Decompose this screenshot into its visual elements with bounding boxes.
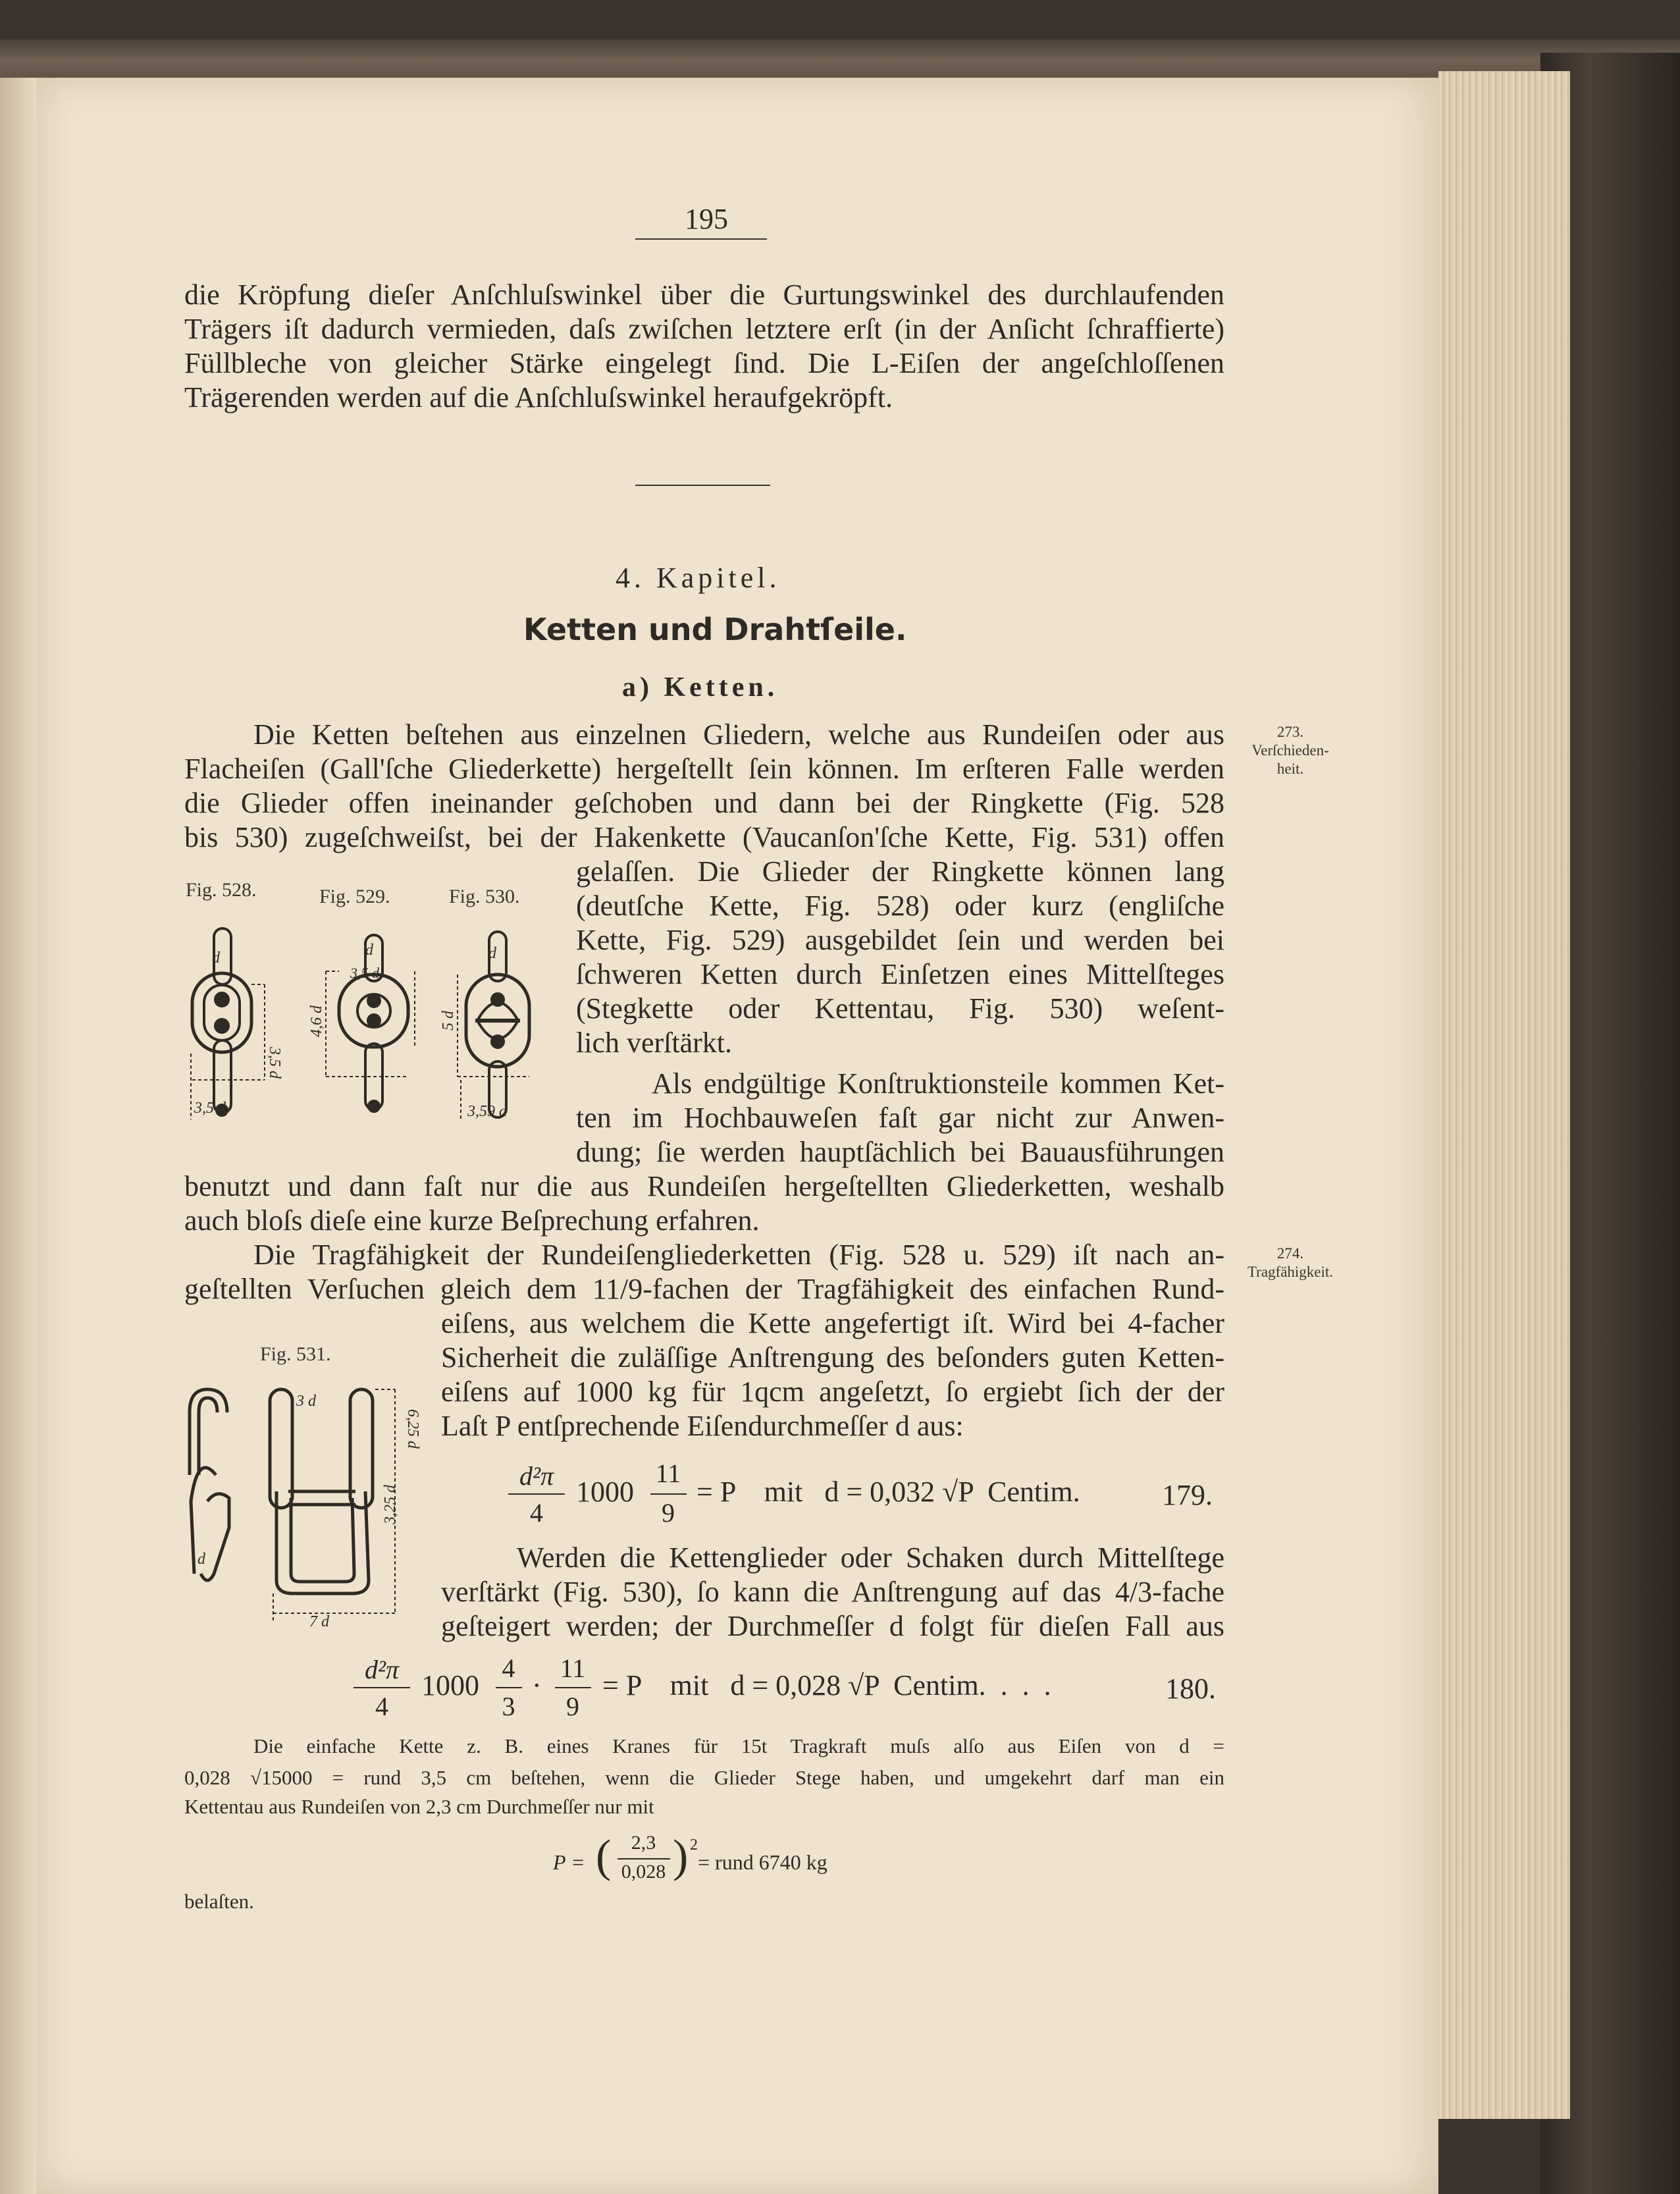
formula-numerator: d²π (364, 1655, 400, 1684)
margin-note-number: 273. (1276, 724, 1304, 740)
left-page-edge (0, 78, 36, 2194)
equation-number: 179. (1162, 1479, 1213, 1511)
fig-529-label: Fig. 529. (319, 886, 390, 907)
body-line: ten im Hochbauweſen faſt gar nicht zur Anwen- (576, 1102, 1224, 1134)
body-line: Als endgültige Konſtruktionsteile kommen Ket- (652, 1067, 1224, 1100)
body-line: auch bloſs dieſe eine kurze Beſprechung erfahren. (184, 1204, 760, 1237)
intro-line: Füllbleche von gleicher Stärke eingelegt ſind. Die L-Eiſen der angeſchloſſenen (184, 347, 1224, 379)
formula-fraction-bar (508, 1493, 565, 1495)
link-section (215, 993, 228, 1006)
intro-line: die Kröpfung dieſer Anſchluſswinkel über die Gurtungswinkel des durchlaufenden (184, 279, 1224, 311)
chain-link-bottom-inner (291, 1498, 354, 1582)
chain-link-middle (339, 975, 408, 1047)
equation-number: 180. (1165, 1672, 1216, 1705)
body-line: Werden die Kettenglieder oder Schaken durch Mittelſtege (517, 1541, 1224, 1574)
fig-529-dim-width: 3,5 d (350, 965, 379, 981)
fig-530-dim-width: 3,59 d (467, 1103, 507, 1120)
formula-numerator: 4 (502, 1653, 515, 1683)
link-section (368, 1015, 380, 1027)
margin-note-number: 274. (1276, 1245, 1304, 1262)
paren-left: ( (596, 1831, 612, 1882)
formula-fraction-bar (496, 1687, 522, 1688)
paren-right: ) (673, 1831, 689, 1882)
formula-denominator: 3 (502, 1692, 515, 1721)
body-line: eiſens auf 1000 kg für 1qcm angeſetzt, ſo ergiebt ſich der der (441, 1376, 1224, 1408)
formula-factor: 1000 (576, 1476, 634, 1508)
formula-numerator: 11 (655, 1458, 681, 1488)
body-line: die Glieder offen ineinander geſchoben und dann bei der Ringkette (Fig. 528 (184, 787, 1224, 819)
chain-figure-531 (178, 1376, 428, 1640)
chain-figures-528-530 (178, 922, 546, 1139)
margin-note-text: Tragfähigkeit. (1247, 1264, 1334, 1280)
fig-530-dim-height: 5 d (440, 1011, 457, 1030)
body-line: Kette, Fig. 529) ausgebildet ſein und werden bei (576, 924, 1224, 956)
fig-528-dim-width: 3,5 d (194, 1100, 226, 1117)
page-number: 195 (685, 203, 728, 235)
margin-note-274 (1231, 1244, 1350, 1281)
link-section (368, 995, 380, 1007)
small-formula-exponent: 2 (690, 1836, 698, 1854)
page-number-rule (635, 238, 767, 240)
small-formula-bar (617, 1858, 670, 1860)
body-line: verſtärkt (Fig. 530), ſo kann die Anſtrengung auf das 4/3-fache (441, 1576, 1224, 1608)
link-section (215, 1019, 228, 1032)
small-print-line: Kettentau aus Rundeiſen von 2,3 cm Durchmeſſer nur mit (184, 1795, 654, 1818)
fig-528-dim-height: 3,5 d (266, 1047, 283, 1079)
formula-fraction-bar (354, 1687, 410, 1688)
small-formula-rhs: = rund 6740 kg (698, 1850, 827, 1874)
formula-denominator: 4 (530, 1498, 543, 1528)
formula-factor: 1000 (421, 1669, 479, 1701)
small-formula-numerator: 2,3 (631, 1832, 656, 1854)
fig-531-dim-upper: 6,25 d (404, 1409, 421, 1449)
chapter-title: Ketten und Drahtſeile. (523, 612, 907, 647)
chapter-number: 4. Kapitel. (616, 562, 781, 594)
body-line: Die Tragfähigkeit der Rundeiſengliederketten (Fig. 528 u. 529) iſt nach an- (253, 1239, 1224, 1271)
fig-529-drawing (326, 935, 415, 1111)
fig-530-label: Fig. 530. (449, 886, 520, 907)
formula-rhs: = P mit d = 0,028 √P Centim. . . . (602, 1669, 1051, 1701)
body-line: dung; ſie werden hauptſächlich bei Bauausführungen (576, 1136, 1224, 1168)
body-line: benutzt und dann faſt nur die aus Rundeiſen hergeſtellten Gliederketten, weshalb (184, 1170, 1224, 1202)
link-section (369, 1101, 379, 1111)
body-line: gelaſſen. Die Glieder der Ringkette können lang (576, 855, 1224, 888)
fig-531-dim-top: 3 d (296, 1393, 316, 1410)
hook-link-top-inner (199, 1398, 217, 1475)
small-formula-denominator: 0,028 (621, 1861, 666, 1883)
fig-528-label: Fig. 528. (186, 879, 257, 901)
formula-numerator: d²π (519, 1461, 554, 1491)
body-line: Sicherheit die zuläſſige Anſtrengung des beſonders guten Ketten- (441, 1341, 1224, 1374)
fig-531-drawing (190, 1389, 395, 1623)
body-line: lich verſtärkt. (576, 1027, 733, 1059)
fig-528-dim-d: d (212, 950, 220, 967)
fig-531-label: Fig. 531. (260, 1343, 331, 1365)
small-print-last: belaſten. (184, 1890, 254, 1913)
page-stack-edges (1438, 71, 1570, 2119)
fig-531-dim-d: d (197, 1551, 205, 1568)
link-section (492, 1036, 504, 1048)
formula-fraction-bar (650, 1493, 687, 1495)
section-divider (635, 485, 770, 486)
small-formula-lhs: P = (553, 1850, 585, 1874)
formula-denominator: 9 (662, 1498, 675, 1528)
body-line: ſchweren Ketten durch Einſetzen eines Mittelſteges (576, 958, 1224, 990)
fig-530-dim-d: d (488, 945, 496, 962)
margin-note-text: Verſchieden- (1251, 742, 1329, 759)
formula-rhs: = P mit d = 0,032 √P Centim. (696, 1476, 1080, 1508)
section-title: a) Ketten. (622, 672, 779, 703)
link-section (492, 994, 504, 1005)
formula-numerator: 11 (560, 1653, 586, 1683)
body-line: eiſens, aus welchem die Kette angefertigt iſt. Wird bei 4-facher (441, 1307, 1224, 1339)
intro-line: Trägers iſt dadurch vermieden, daſs zwiſchen letztere erſt (in der Anſicht ſchraffierte) (184, 313, 1224, 345)
body-line: Flacheiſen (Gall'ſche Gliederkette) hergeſtellt ſein können. Im erſteren Falle werden (184, 753, 1224, 785)
fig-528-drawing (191, 928, 265, 1119)
body-line: Die Ketten beſtehen aus einzelnen Gliedern, welche aus Rundeiſen oder aus (253, 718, 1224, 751)
small-print-line: 0,028 √15000 = rund 3,5 cm beſtehen, wenn die Glieder Stege haben, und umgekehrt darf man ein (184, 1766, 1224, 1789)
formula-denominator: 9 (566, 1692, 579, 1721)
margin-note-text: heit. (1276, 761, 1304, 777)
fig-531-dim-lower: 3,25 d (382, 1485, 399, 1524)
margin-note-273 (1238, 723, 1343, 778)
hook-link-top (190, 1389, 227, 1475)
fig-531-dim-width: 7 d (309, 1613, 329, 1630)
body-line: bis 530) zugeſchweiſst, bei der Hakenkette (Vaucanſon'ſche Kette, Fig. 531) offen (184, 821, 1224, 853)
body-line: geſtellten Verſuchen gleich dem 11/9-fachen der Tragfähigkeit des einfachen Rund- (184, 1273, 1224, 1305)
body-line: (deutſche Kette, Fig. 528) oder kurz (engliſche (576, 890, 1224, 922)
small-print-line: Die einfache Kette z. B. eines Kranes für 15t Tragkraft muſs alſo aus Eiſen von d = (253, 1734, 1224, 1757)
body-line: geſteigert werden; der Durchmeſſer d folgt für dieſen Fall aus (441, 1610, 1224, 1642)
body-line: Laſt P entſprechende Eiſendurchmeſſer d aus: (441, 1410, 964, 1442)
fig-529-dim-d: d (365, 942, 373, 959)
fig-529-dim-height: 4,6 d (308, 1005, 325, 1037)
body-line: (Stegkette oder Kettentau, Fig. 530) weſent- (576, 992, 1224, 1025)
intro-line: Trägerenden werden auf die Anſchluſswinkel heraufgekröpft. (184, 381, 893, 414)
formula-dot: · (532, 1669, 542, 1701)
formula-fraction-bar (555, 1687, 591, 1688)
formula-denominator: 4 (375, 1692, 388, 1721)
